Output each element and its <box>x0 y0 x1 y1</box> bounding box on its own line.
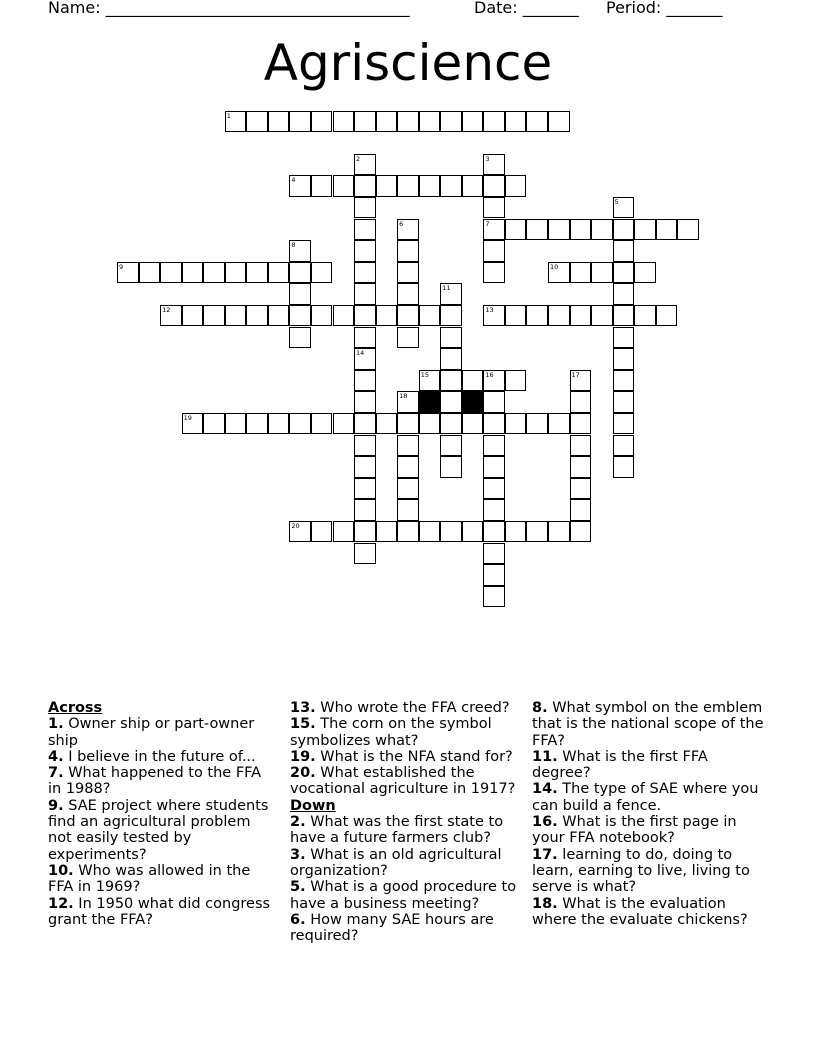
down-clue <box>532 847 768 896</box>
grid-cell[interactable] <box>333 175 355 197</box>
down-clue <box>532 700 768 749</box>
grid-cell[interactable] <box>311 175 333 197</box>
grid-cell[interactable] <box>526 413 548 435</box>
down-clue <box>290 847 526 880</box>
clue-number-label: 10. <box>48 862 74 879</box>
grid-cell[interactable] <box>505 305 527 327</box>
grid-cell[interactable] <box>311 262 333 284</box>
grid-cell[interactable] <box>397 240 419 262</box>
grid-cell[interactable] <box>246 111 268 133</box>
clue-section-heading: Down <box>290 797 336 814</box>
grid-cell[interactable] <box>613 327 635 349</box>
grid-cell[interactable] <box>483 586 505 608</box>
clue-column-3 <box>532 700 768 928</box>
name-field[interactable]: Name: ______________________________________ <box>48 0 410 17</box>
grid-cell[interactable] <box>246 413 268 435</box>
down-clue <box>290 879 526 912</box>
grid-cell[interactable] <box>656 219 678 241</box>
grid-cell[interactable] <box>613 197 635 219</box>
grid-cell[interactable] <box>397 111 419 133</box>
clue-number-label: 17. <box>532 846 558 863</box>
grid-cell[interactable] <box>354 175 376 197</box>
grid-cell[interactable] <box>354 391 376 413</box>
grid-cell[interactable] <box>483 478 505 500</box>
grid-cell[interactable] <box>570 499 592 521</box>
clue-number-label: 11. <box>532 748 558 765</box>
clue-number-label: 12. <box>48 895 74 912</box>
clue-text: What is an old agricultural organization? <box>290 846 502 879</box>
puzzle-title: Agriscience <box>263 34 553 92</box>
grid-cell[interactable] <box>634 262 656 284</box>
grid-cell[interactable] <box>526 219 548 241</box>
grid-cell[interactable] <box>440 175 462 197</box>
grid-cell[interactable] <box>289 262 311 284</box>
grid-cell[interactable] <box>570 262 592 284</box>
grid-cell[interactable] <box>613 391 635 413</box>
down-clue <box>532 814 768 847</box>
grid-cell[interactable] <box>570 456 592 478</box>
grid-cell[interactable] <box>203 305 225 327</box>
grid-cell[interactable] <box>354 543 376 565</box>
grid-cell[interactable] <box>354 413 376 435</box>
grid-cell[interactable] <box>397 499 419 521</box>
grid-cell[interactable] <box>268 305 290 327</box>
across-clue <box>48 896 276 929</box>
grid-cell[interactable] <box>289 305 311 327</box>
clue-text: SAE project where students find an agricultural problem not easily tested by experiments? <box>48 797 269 863</box>
black-cell <box>462 391 484 413</box>
grid-cell[interactable] <box>570 521 592 543</box>
grid-cell[interactable] <box>483 564 505 586</box>
across-clue <box>290 749 526 765</box>
clue-number: 6 <box>399 219 404 228</box>
grid-cell[interactable] <box>462 175 484 197</box>
grid-cell[interactable] <box>440 327 462 349</box>
grid-cell[interactable] <box>268 262 290 284</box>
clue-text: How many SAE hours are required? <box>290 911 494 945</box>
grid-cell[interactable] <box>505 413 527 435</box>
clue-number: 12 <box>162 305 171 314</box>
grid-cell[interactable] <box>570 478 592 500</box>
grid-cell[interactable] <box>289 283 311 305</box>
grid-cell[interactable] <box>182 305 204 327</box>
across-clue <box>290 700 526 716</box>
across-clue <box>48 765 276 798</box>
grid-cell[interactable] <box>440 391 462 413</box>
grid-cell[interactable] <box>656 305 678 327</box>
clue-text: What is the first FFA degree? <box>532 748 708 782</box>
grid-cell[interactable] <box>311 111 333 133</box>
grid-cell[interactable] <box>354 111 376 133</box>
grid-cell[interactable] <box>376 413 398 435</box>
grid-cell[interactable] <box>139 262 161 284</box>
grid-cell[interactable] <box>333 305 355 327</box>
grid-cell[interactable] <box>483 521 505 543</box>
grid-cell[interactable] <box>677 219 699 241</box>
clue-number: 8 <box>291 241 296 250</box>
clue-text: What happened to the FFA in 1988? <box>48 765 262 798</box>
grid-cell[interactable] <box>397 175 419 197</box>
clue-text: Who wrote the FFA creed? <box>320 700 510 716</box>
grid-cell[interactable] <box>246 262 268 284</box>
grid-cell[interactable] <box>548 111 570 133</box>
grid-cell[interactable] <box>117 262 139 284</box>
clue-text: The type of SAE where you can build a fence. <box>532 781 759 814</box>
grid-cell[interactable] <box>311 521 333 543</box>
grid-cell[interactable] <box>376 111 398 133</box>
clue-text: What was the first state to have a future farmers club? <box>290 814 504 847</box>
across-clue <box>48 863 276 896</box>
grid-cell[interactable] <box>160 305 182 327</box>
grid-cell[interactable] <box>591 262 613 284</box>
grid-cell[interactable] <box>182 413 204 435</box>
grid-cell[interactable] <box>419 111 441 133</box>
grid-cell[interactable] <box>419 305 441 327</box>
clue-number: 1 <box>226 111 231 120</box>
grid-cell[interactable] <box>440 435 462 457</box>
clue-number-label: 6. <box>290 911 306 928</box>
grid-cell[interactable] <box>376 305 398 327</box>
grid-cell[interactable] <box>505 521 527 543</box>
clue-number: 11 <box>442 284 451 293</box>
grid-cell[interactable] <box>419 521 441 543</box>
clue-number: 16 <box>485 370 494 379</box>
grid-cell[interactable] <box>289 521 311 543</box>
grid-cell[interactable] <box>311 305 333 327</box>
grid-cell[interactable] <box>440 283 462 305</box>
clue-number: 15 <box>420 370 429 379</box>
grid-cell[interactable] <box>483 391 505 413</box>
grid-cell[interactable] <box>354 283 376 305</box>
grid-cell[interactable] <box>483 219 505 241</box>
clue-text: What is the first page in your FFA notebook? <box>532 814 737 847</box>
grid-cell[interactable] <box>440 413 462 435</box>
grid-cell[interactable] <box>397 456 419 478</box>
grid-cell[interactable] <box>570 435 592 457</box>
grid-cell[interactable] <box>548 219 570 241</box>
clue-number: 18 <box>399 392 408 401</box>
grid-cell[interactable] <box>634 219 656 241</box>
clue-number: 5 <box>614 197 619 206</box>
grid-cell[interactable] <box>570 305 592 327</box>
clue-text: I believe in the future of... <box>68 748 256 765</box>
date-field[interactable]: Date: _______ <box>474 0 579 17</box>
grid-cell[interactable] <box>440 370 462 392</box>
grid-cell[interactable] <box>505 175 527 197</box>
grid-cell[interactable] <box>613 283 635 305</box>
clue-number: 19 <box>183 413 192 422</box>
across-clue <box>48 716 276 749</box>
grid-cell[interactable] <box>289 240 311 262</box>
grid-cell[interactable] <box>613 370 635 392</box>
grid-cell[interactable] <box>462 111 484 133</box>
grid-cell[interactable] <box>354 154 376 176</box>
grid-cell[interactable] <box>483 413 505 435</box>
clue-column-2 <box>290 700 526 944</box>
grid-cell[interactable] <box>354 305 376 327</box>
grid-cell[interactable] <box>225 111 247 133</box>
grid-cell[interactable] <box>613 262 635 284</box>
grid-cell[interactable] <box>333 521 355 543</box>
down-clue <box>290 912 526 945</box>
grid-cell[interactable] <box>483 435 505 457</box>
grid-cell[interactable] <box>570 370 592 392</box>
grid-cell[interactable] <box>526 305 548 327</box>
grid-cell[interactable] <box>483 370 505 392</box>
grid-cell[interactable] <box>483 262 505 284</box>
clue-number: 9 <box>119 262 124 271</box>
grid-cell[interactable] <box>483 175 505 197</box>
clue-number-label: 7. <box>48 765 64 782</box>
down-clue <box>532 749 768 782</box>
clue-text: What is a good procedure to have a business meeting? <box>290 879 517 912</box>
grid-cell[interactable] <box>354 240 376 262</box>
grid-cell[interactable] <box>613 219 635 241</box>
grid-cell[interactable] <box>397 283 419 305</box>
clue-number: 7 <box>485 219 490 228</box>
grid-cell[interactable] <box>397 478 419 500</box>
clue-number-label: 4. <box>48 748 64 765</box>
grid-cell[interactable] <box>268 111 290 133</box>
clue-number-label: 14. <box>532 781 558 798</box>
grid-cell[interactable] <box>440 521 462 543</box>
grid-cell[interactable] <box>462 413 484 435</box>
grid-cell[interactable] <box>483 543 505 565</box>
grid-cell[interactable] <box>354 456 376 478</box>
grid-cell[interactable] <box>613 435 635 457</box>
grid-cell[interactable] <box>634 305 656 327</box>
clue-number: 10 <box>550 262 559 271</box>
clue-text: Who was allowed in the FFA in 1969? <box>48 862 251 896</box>
grid-cell[interactable] <box>483 154 505 176</box>
grid-cell[interactable] <box>419 413 441 435</box>
period-field[interactable]: Period: _______ <box>606 0 723 17</box>
down-clue <box>532 781 768 814</box>
clue-number: 3 <box>485 154 490 163</box>
grid-cell[interactable] <box>462 370 484 392</box>
grid-cell[interactable] <box>354 435 376 457</box>
grid-cell[interactable] <box>440 456 462 478</box>
grid-cell[interactable] <box>289 413 311 435</box>
across-clue <box>290 716 526 749</box>
grid-cell[interactable] <box>203 262 225 284</box>
grid-cell[interactable] <box>354 348 376 370</box>
clue-number: 20 <box>291 521 300 530</box>
clue-text: learning to do, doing to learn, earning to live, living to serve is what? <box>532 846 750 896</box>
grid-cell[interactable] <box>225 305 247 327</box>
down-clue <box>290 814 526 847</box>
down-clue <box>532 896 768 929</box>
clue-text: The corn on the symbol symbolizes what? <box>290 716 492 749</box>
grid-cell[interactable] <box>505 219 527 241</box>
clue-number-label: 18. <box>532 895 558 912</box>
grid-cell[interactable] <box>268 413 290 435</box>
grid-cell[interactable] <box>483 240 505 262</box>
grid-cell[interactable] <box>311 413 333 435</box>
clue-number-label: 20. <box>290 765 316 782</box>
grid-cell[interactable] <box>505 111 527 133</box>
grid-cell[interactable] <box>462 521 484 543</box>
grid-cell[interactable] <box>548 305 570 327</box>
grid-cell[interactable] <box>613 456 635 478</box>
grid-cell[interactable] <box>354 370 376 392</box>
clue-number-label: 5. <box>290 879 306 896</box>
grid-cell[interactable] <box>613 413 635 435</box>
grid-cell[interactable] <box>289 175 311 197</box>
clue-text: What is the NFA stand for? <box>320 748 513 765</box>
across-clue <box>48 749 276 765</box>
grid-cell[interactable] <box>526 111 548 133</box>
grid-cell[interactable] <box>246 305 268 327</box>
grid-cell[interactable] <box>354 197 376 219</box>
grid-cell[interactable] <box>354 219 376 241</box>
grid-cell[interactable] <box>160 262 182 284</box>
grid-cell[interactable] <box>225 262 247 284</box>
grid-cell[interactable] <box>591 305 613 327</box>
grid-cell[interactable] <box>613 305 635 327</box>
grid-cell[interactable] <box>483 111 505 133</box>
grid-cell[interactable] <box>419 370 441 392</box>
grid-cell[interactable] <box>354 478 376 500</box>
grid-cell[interactable] <box>483 305 505 327</box>
grid-cell[interactable] <box>354 499 376 521</box>
clue-text: What established the vocational agriculture in 1917? <box>290 765 516 798</box>
grid-cell[interactable] <box>397 391 419 413</box>
grid-cell[interactable] <box>333 413 355 435</box>
grid-cell[interactable] <box>397 327 419 349</box>
clue-text: In 1950 what did congress grant the FFA? <box>48 895 271 928</box>
grid-cell[interactable] <box>483 197 505 219</box>
clue-number-label: 15. <box>290 716 316 733</box>
clue-number: 14 <box>356 349 365 358</box>
grid-cell[interactable] <box>376 521 398 543</box>
grid-cell[interactable] <box>397 435 419 457</box>
grid-cell[interactable] <box>397 413 419 435</box>
grid-cell[interactable] <box>289 327 311 349</box>
across-clue <box>290 765 526 798</box>
grid-cell[interactable] <box>419 175 441 197</box>
grid-cell[interactable] <box>289 111 311 133</box>
grid-cell[interactable] <box>548 521 570 543</box>
grid-cell[interactable] <box>570 219 592 241</box>
clue-number: 2 <box>356 154 361 163</box>
grid-cell[interactable] <box>354 521 376 543</box>
grid-cell[interactable] <box>440 305 462 327</box>
clue-text: Owner ship or part-owner ship <box>48 716 255 749</box>
grid-cell[interactable] <box>397 262 419 284</box>
clue-number: 13 <box>485 305 494 314</box>
grid-cell[interactable] <box>548 413 570 435</box>
clue-number-label: 9. <box>48 797 64 814</box>
grid-cell[interactable] <box>591 219 613 241</box>
grid-cell[interactable] <box>440 348 462 370</box>
clue-column-1 <box>48 700 276 928</box>
grid-cell[interactable] <box>505 370 527 392</box>
grid-cell[interactable] <box>397 305 419 327</box>
clue-number-label: 3. <box>290 846 306 863</box>
clue-number-label: 1. <box>48 716 64 733</box>
grid-cell[interactable] <box>225 413 247 435</box>
grid-cell[interactable] <box>376 175 398 197</box>
clue-number-label: 16. <box>532 814 558 831</box>
grid-cell[interactable] <box>570 391 592 413</box>
grid-cell[interactable] <box>333 111 355 133</box>
grid-cell[interactable] <box>182 262 204 284</box>
clue-text: What is the evaluation where the evaluate chickens? <box>532 895 748 928</box>
grid-cell[interactable] <box>483 456 505 478</box>
clue-number: 17 <box>571 370 580 379</box>
grid-cell[interactable] <box>354 262 376 284</box>
clue-text: What symbol on the emblem that is the national scope of the FFA? <box>532 700 764 749</box>
grid-cell[interactable] <box>483 499 505 521</box>
black-cell <box>419 391 441 413</box>
grid-cell[interactable] <box>570 413 592 435</box>
grid-cell[interactable] <box>613 348 635 370</box>
clue-section-heading: Across <box>48 700 103 716</box>
clue-number: 4 <box>291 176 296 185</box>
across-clue <box>48 798 276 863</box>
grid-cell[interactable] <box>548 262 570 284</box>
clue-number-label: 13. <box>290 700 316 716</box>
grid-cell[interactable] <box>397 521 419 543</box>
grid-cell[interactable] <box>613 240 635 262</box>
grid-cell[interactable] <box>354 327 376 349</box>
grid-cell[interactable] <box>397 219 419 241</box>
clue-number-label: 2. <box>290 814 306 831</box>
grid-cell[interactable] <box>440 111 462 133</box>
grid-cell[interactable] <box>526 521 548 543</box>
grid-cell[interactable] <box>203 413 225 435</box>
clue-number-label: 19. <box>290 748 316 765</box>
clue-number-label: 8. <box>532 700 548 716</box>
